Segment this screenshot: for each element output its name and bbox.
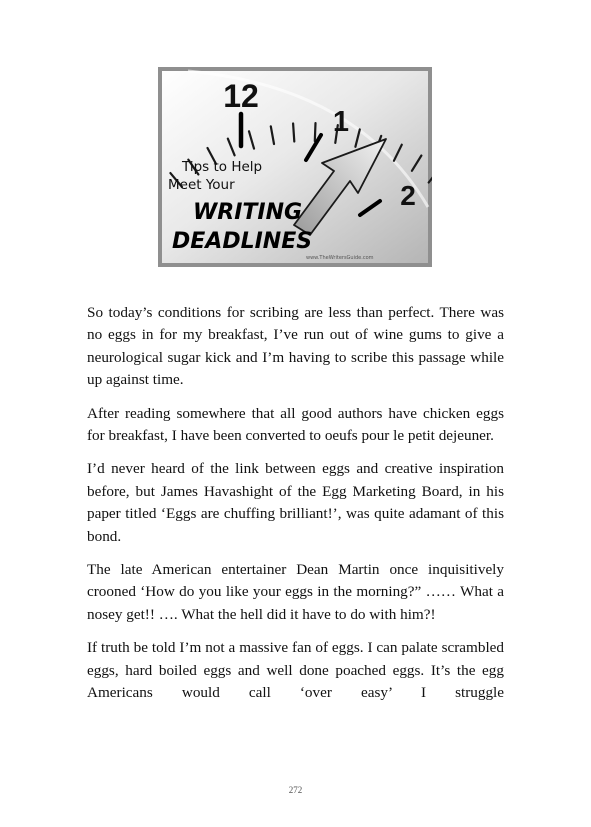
illustration-credit: www.TheWritersGuide.com	[306, 255, 374, 261]
paragraph: If truth be told I’m not a massive fan of eggs. I can palate scrambled eggs, hard boiled eggs and well done poached eggs. It’s the egg Americans would call ‘over easy’ I struggle	[87, 639, 504, 702]
paragraph: So today’s conditions for scribing are less than perfect. There was no eggs in for my breakfast, I’ve run out of wine gums to give a neurological sugar kick and I’m having to scribe this passage while up against time.	[87, 304, 504, 389]
clock-number-1: 1	[332, 106, 350, 138]
clock-tick	[293, 124, 294, 142]
paragraph: After reading somewhere that all good authors have chicken eggs for breakfast, I have been converted to oeufs pour le petit dejeuner.	[87, 404, 504, 445]
paragraph: I’d never heard of the link between eggs and creative inspiration before, but James Havashight of the Egg Marketing Board, in his paper titled ‘Eggs are chuffing brilliant!’, was quite adamant of this bond.	[87, 460, 504, 545]
clock-number-2: 2	[400, 180, 416, 211]
illustration-title-deadlines: DEADLINES	[172, 229, 313, 254]
body-text	[87, 302, 504, 705]
page-number: 272	[288, 785, 303, 795]
clock-tick	[315, 123, 316, 141]
illustration-title-writing: WRITING	[193, 200, 303, 225]
paragraph: The late American entertainer Dean Martin once inquisitively crooned ‘How do you like your eggs in the morning?” …… What a nosey get!! …. What the hell did it have to do with him?!	[87, 561, 504, 623]
illustration-caption-line2: Meet Your	[168, 177, 235, 193]
writing-deadlines-illustration	[158, 67, 432, 267]
clock-number-12: 12	[223, 78, 259, 114]
illustration-caption-line1: Tips to Help	[182, 159, 263, 175]
